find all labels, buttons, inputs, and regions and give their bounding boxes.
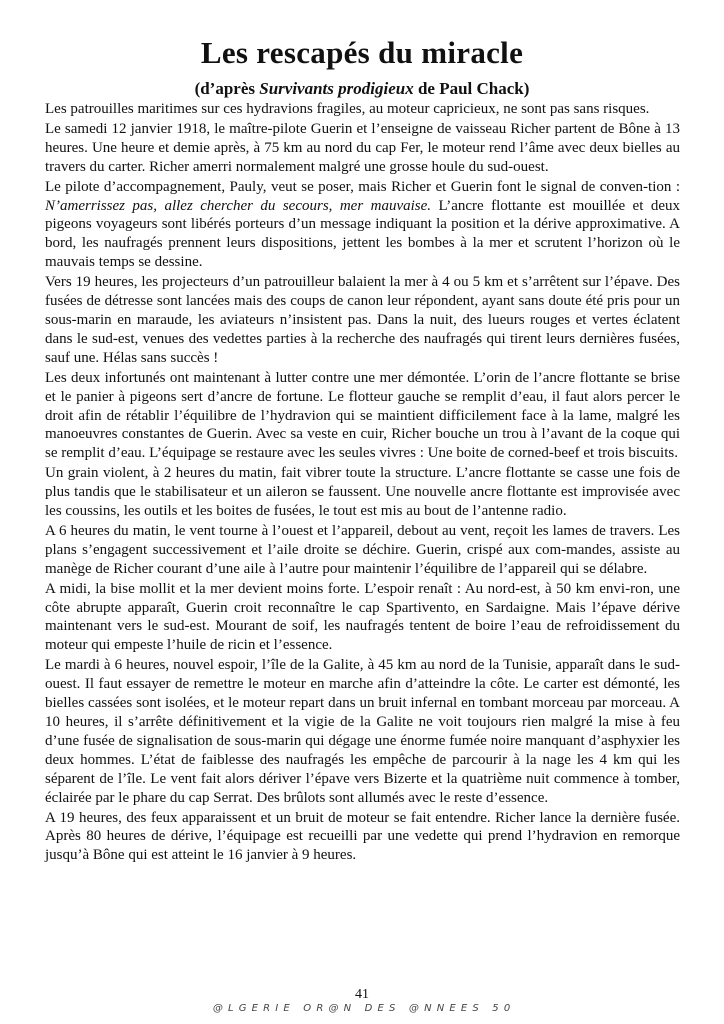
footer-banner: @ L G E R I E O R @ N D E S @ N N E E S 5 0	[212, 1003, 512, 1014]
page-subtitle	[0, 78, 724, 100]
paragraph-rescue: A 19 heures, des feux apparaissent et un bruit de moteur se fait entendre. Richer lance la dernière fusée. Après 80 heures de dérive, l’équipage est recueilli par une vedette qui prend l’hydravion en remorque jusqu’à Bône qui est atteint le 16 janvier à 9 heures.	[45, 809, 680, 864]
paragraph-signal	[45, 178, 680, 273]
paragraph-morning: A 6 heures du matin, le vent tourne à l’ouest et l’appareil, debout au vent, reçoit les lames de travers. Les plans s’engagent successivement et l’aile droite se déchire. Guerin, crispé aux com-mandes, assiste au manège de Richer courant d’une aile à l’autre pour maintenir l’équilibre de l’appareil qui se délabre.	[45, 522, 680, 577]
paragraph-signal-start: Le pilote d’accompagnement, Pauly, veut se poser, mais Richer et Guerin font le signal de conven-tion :	[45, 178, 680, 195]
paragraph-signal-end: L’ancre flottante est mouillée et deux pigeons voyageurs sont libérés porteurs d’un message indiquant la position et la dérive approximative. A bord, les naufragés prennent leurs dispositions, jettent les bombes à la mer et scrutent l’horizon où le mauvais temps se dessine.	[45, 197, 680, 271]
page-title: Les rescapés du miracle	[200, 35, 524, 70]
signal-message: N’amerrissez pas, allez chercher du secours, mer mauvaise.	[45, 197, 432, 214]
page-number: 41	[355, 987, 369, 1002]
subtitle-author: de Paul Chack)	[413, 79, 530, 98]
paragraph-struggle: Les deux infortunés ont maintenant à lutter contre une mer démontée. L’orin de l’ancre flottante se brise et le panier à pigeons sert d’ancre de fortune. Le flotteur gauche se remplit d’eau, il faut alors percer le droit afin de rétablir l’équilibre de l’hydravion qui se maintient difficilement face à la lame, malgré les manoeuvres constantes de Guerin. Avec sa veste en cuir, Richer bouche un trou à l’avant de la coque qui se remplit d’eau. L’équipage se restaure avec les seules vivres : Une boite de corned-beef et trois biscuits.	[45, 369, 680, 462]
paragraph-departure: Le samedi 12 janvier 1918, le maître-pilote Guerin et l’enseigne de vaisseau Richer partent de Bône à 13 heures. Une heure et demie après, à 75 km au nord du cap Fer, le moteur rend l’âme avec deux bielles au travers du carter. Richer amerri normalement malgré une grosse houle du sud-ouest.	[45, 120, 680, 175]
paragraph-squall: Un grain violent, à 2 heures du matin, fait vibrer toute la structure. L’ancre flottante se casse une fois de plus tandis que le stabilisateur et un aileron se faussent. Une nouvelle ancre flottante est improvisée avec les coussins, les outils et les boites de fusées, le tout est mis au bout de l’antenne radio.	[45, 465, 680, 520]
paragraph-tuesday: Le mardi à 6 heures, nouvel espoir, l’île de la Galite, à 45 km au nord de la Tunisie, apparaît dans le sud-ouest. Il faut essayer de remettre le moteur en marche afin d’atteindre la côte. Le carter est démonté, les bielles cassées sont isolées, et le moteur repart dans un bruit infernal en tombant morceau par morceau. A 10 heures, il s’arrête définitivement et la vigie de la Galite ne voit toujours rien malgré la mise à feu d’une fusée de signalisation de sous-marin qui dégage une énorme fumée noire manquant d’asphyxier les deux hommes. L’état de faiblesse des naufragés les empêche de parcourir à la nage les 4 km qui les séparent de l’île. Le vent fait alors dériver l’épave vers Bizerte et la quatrième nuit commence à tomber, éclairée par le phare du cap Serrat. Des brûlots sont allumés avec le reste d’essence.	[45, 657, 680, 806]
paragraph-intro: Les patrouilles maritimes sur ces hydravions fragiles, au moteur capricieux, ne sont pas sans risques.	[45, 101, 650, 117]
subtitle-prefix: (d’après	[194, 79, 260, 98]
paragraph-noon: A midi, la bise mollit et la mer devient moins forte. L’espoir renaît : Au nord-est, à 50 km envi-ron, une côte abrupte apparaît, Guerin croit reconnaître le cap Spartivento, en Sardaigne. Mais l’épave dérive maintenant vers le sud-est. Mourant de soif, les naufragés tentent de boire l’eau de refroidissement du moteur qui empeste l’huile de ricin et l’essence.	[45, 580, 680, 654]
paragraph-patrol-boat: Vers 19 heures, les projecteurs d’un patrouilleur balaient la mer à 4 ou 5 km et s’arrêtent sur l’épave. Des fusées de détresse sont lancées mais des coups de canon leur répondent, ayant sans doute été pris pour un sous-marin en maraude, les aviateurs n’insistent pas. Dans la nuit, des lueurs rouges et vertes éclatent dans le sud-est, venues des vedettes parties à la recherche des naufragés qui tirent leurs dernières fusées, sauf une. Hélas sans succès !	[45, 274, 680, 366]
subtitle-work-title: Survivants prodigieux	[259, 79, 414, 98]
article-body	[45, 100, 680, 866]
